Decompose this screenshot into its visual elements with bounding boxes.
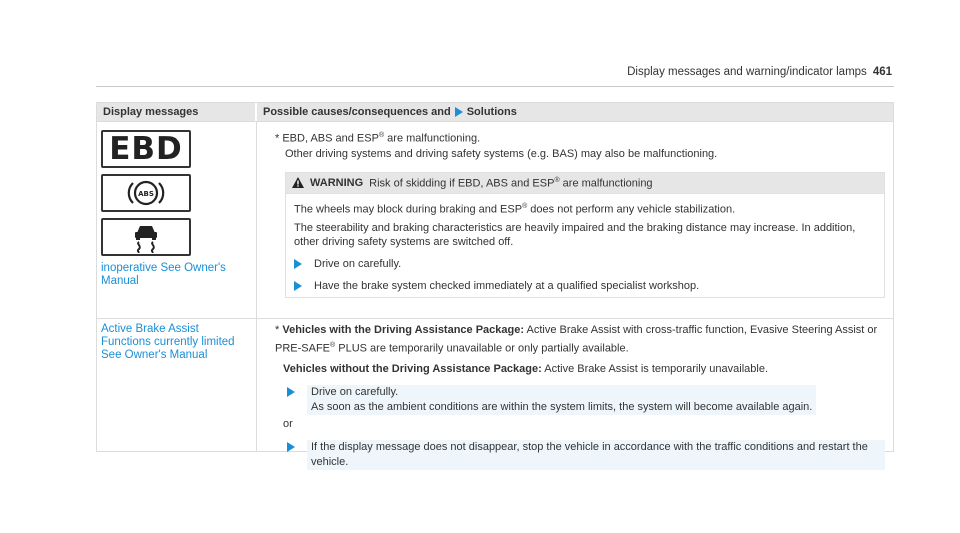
row2-para-2	[275, 362, 885, 377]
body-registered-mark: ®	[522, 203, 528, 211]
warning-body-2: The steerability and braking characteristics are heavily impaired and the braking distance may increase. In addition, other driving safety systems are switched off.	[294, 221, 856, 248]
abs-icon	[124, 177, 168, 209]
page-number: 461	[872, 66, 892, 78]
esp-skid-lamp-icon	[101, 218, 191, 256]
warning-body	[286, 193, 884, 297]
row1-causes-cell	[257, 122, 893, 318]
or-text: or	[283, 417, 293, 430]
header-title: Display messages and warning/indicator lamps	[627, 66, 867, 78]
step-item	[294, 279, 876, 293]
active-brake-assist-link[interactable]: Active Brake Assist Functions currently limited See Owner's Manual	[101, 323, 235, 361]
warning-triangle-icon	[292, 177, 304, 188]
row2-display-cell	[97, 319, 257, 451]
step-item	[294, 257, 876, 271]
step-text: If the display message does not disappear, stop the vehicle in accordance with the traffic conditions and restart the vehicle.	[307, 440, 885, 470]
warning-box	[285, 172, 885, 298]
abs-lamp-icon	[101, 174, 191, 212]
warning-text	[369, 177, 652, 190]
cause-text-2: Other driving systems and driving safety systems (e.g. BAS) may also be malfunctioning.	[285, 147, 718, 160]
row2-registered-mark: ®	[330, 342, 336, 349]
col-header-causes-text: Possible causes/consequences and	[263, 106, 451, 118]
col-header-solutions-text: Solutions	[466, 106, 517, 118]
warning-registered-mark: ®	[554, 176, 560, 184]
warning-body-1	[294, 200, 876, 217]
solution-arrow-icon	[455, 107, 463, 117]
ebd-lamp-icon	[101, 130, 191, 168]
cause-text	[275, 128, 893, 147]
warning-title: WARNING	[310, 176, 364, 189]
row2-causes-cell	[257, 319, 893, 468]
cause-text-a: * EBD, ABS and ESP	[275, 132, 379, 145]
asterisk: *	[275, 324, 283, 336]
with-package-label: Vehicles with the Driving Assistance Package:	[282, 324, 525, 336]
table-header	[97, 103, 893, 122]
step-text	[307, 385, 816, 415]
row2-text-1: Active Brake Assist with cross-traffic function, Evasive Steering Assist or PRE-SAFE	[275, 324, 878, 355]
cause-text-b: are malfunctioning.	[384, 132, 481, 145]
messages-table	[96, 102, 894, 468]
body-1b: does not perform any vehicle stabilization.	[527, 203, 736, 216]
row2-text-1b: PLUS are temporarily unavailable or only partially available.	[335, 342, 629, 355]
col-header-display-messages: Display messages	[97, 103, 257, 121]
table-row	[97, 122, 893, 319]
step-arrow-icon	[287, 387, 295, 397]
registered-mark: ®	[378, 132, 385, 139]
row2-para-1	[275, 323, 885, 357]
row2-text-2: Active Brake Assist is temporarily unavailable.	[541, 362, 769, 375]
step-1b: As soon as the ambient conditions are within the system limits, the system will become available again.	[311, 400, 813, 413]
without-package-label: Vehicles without the Driving Assistance Package:	[283, 362, 542, 375]
step-arrow-icon	[294, 281, 302, 291]
skid-car-icon	[126, 221, 166, 253]
step-1a: Drive on carefully.	[311, 385, 399, 398]
step-arrow-icon	[287, 442, 295, 452]
warning-text-b: are malfunctioning	[559, 177, 653, 190]
row1-display-cell	[97, 122, 257, 318]
table-row	[97, 319, 893, 468]
warning-text-a: Risk of skidding if EBD, ABS and ESP	[369, 177, 555, 190]
step-text: Have the brake system checked immediately at a qualified specialist workshop.	[314, 279, 700, 292]
header-rule	[96, 86, 894, 87]
body-1a: The wheels may block during braking and ESP	[294, 203, 523, 216]
svg-text:ABS: ABS	[138, 190, 154, 198]
ebd-icon-label: EBD	[109, 131, 183, 167]
owners-manual-link[interactable]: inoperative See Owner's Manual	[101, 262, 226, 287]
col-header-causes	[257, 103, 893, 121]
step-item	[287, 385, 885, 415]
step-text: Drive on carefully.	[314, 257, 402, 270]
page-header	[600, 66, 892, 78]
warning-header	[286, 173, 884, 194]
step-item	[287, 440, 885, 470]
step-arrow-icon	[294, 259, 302, 269]
